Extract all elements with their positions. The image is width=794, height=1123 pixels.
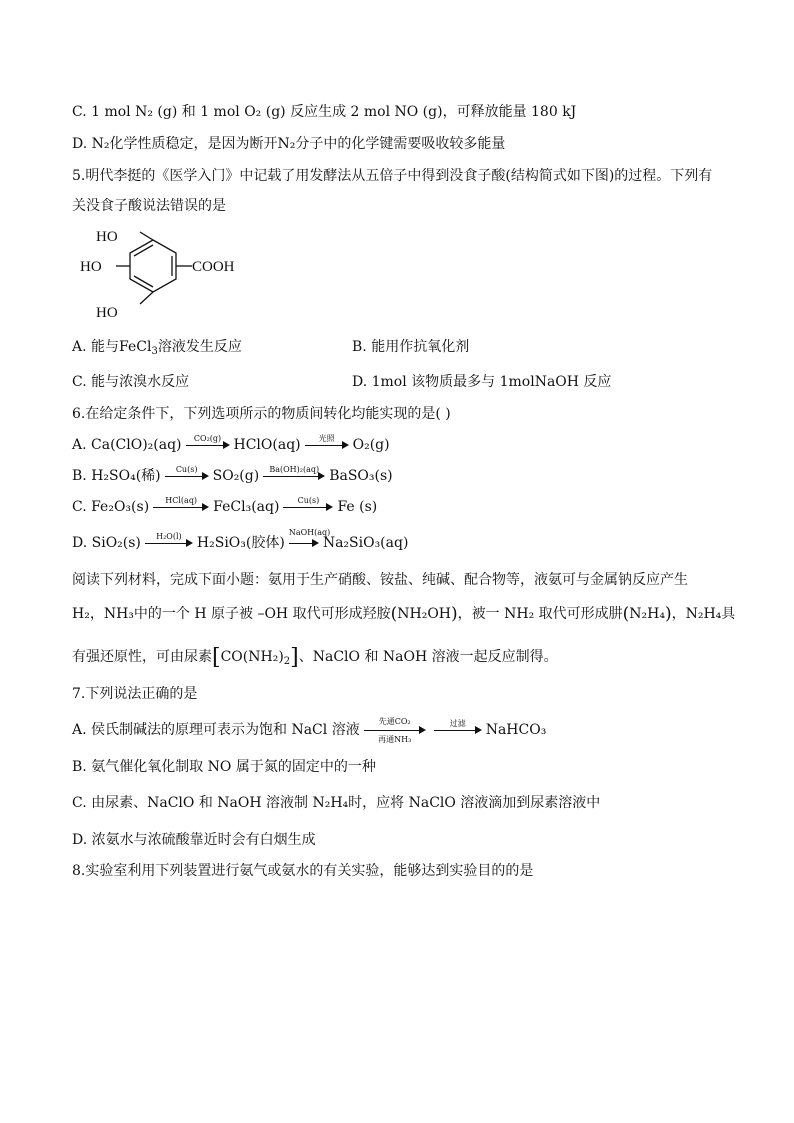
option-6a: A. Ca(ClO)₂(aq) CO₂(g) HClO(aq) 光照 O₂(g) (72, 434, 390, 453)
reaction-arrow: Cu(s) (165, 467, 209, 485)
reading-material-line-1: 阅读下列材料，完成下面小题：氨用于生产硝酸、铵盐、纯碱、配合物等，液氨可与金属钠反应产生 (72, 572, 688, 588)
hydroxyl-bottom: HO (96, 305, 118, 321)
option-4d: D. N₂化学性质稳定，是因为断开N₂分子中的化学键需要吸收较多能量 (72, 136, 506, 152)
hydroxyl-middle: HO (80, 259, 102, 275)
option-7c: C. 由尿素、NaClO 和 NaOH 溶液制 N₂H₄时，应将 NaClO 溶液滴加到尿素溶液中 (72, 795, 601, 811)
question-6: 6.在给定条件下，下列选项所示的物质间转化均能实现的是( ) (72, 406, 451, 422)
option-5b: B. 能用作抗氧化剂 (352, 339, 470, 355)
question-5-line-2: 关没食子酸说法错误的是 (72, 198, 226, 214)
reaction-arrow: H₂O(l) (145, 534, 193, 552)
question-8: 8.实验室利用下列装置进行氨气或氨水的有关实验，能够达到实验目的的是 (72, 863, 534, 879)
question-5-line-1: 5.明代李挺的《医学入门》中记载了用发酵法从五倍子中得到没食子酸(结构简式如下图)的过程。下列有 (72, 168, 713, 184)
reading-material-line-2: H₂，NH₃中的一个 H 原子被 –OH 取代可形成羟胺(NH₂OH)，被一 NH₂ 取代可形成肼(N₂H₄)，N₂H₄具 (72, 604, 736, 624)
hydroxylamine-formula: NH₂OH (397, 606, 452, 622)
hydrazine-formula: N₂H₄ (629, 606, 665, 622)
reaction-arrow: Ba(OH)₂(aq) (263, 467, 325, 485)
reaction-arrow: 光照 (305, 436, 349, 454)
reaction-arrow: HCl(aq) (153, 498, 209, 516)
reading-material-line-3: 有强还原性，可由尿素$[CO(NH_2)_2]$、NaClO 和 NaOH 溶液一起反应制得。 (72, 645, 558, 670)
option-6b: B. H₂SO₄(稀) Cu(s) SO₂(g) Ba(OH)₂(aq) BaSO₃(s) (72, 465, 393, 484)
hydroxyl-top: HO (96, 229, 118, 245)
reaction-arrow: 过滤 (434, 721, 482, 739)
gallic-acid-structure (70, 222, 260, 332)
option-4c: C. 1 mol N₂ (g) 和 1 mol O₂ (g) 反应生成 2 mol NO (g)，可释放能量 180 kJ (72, 104, 577, 120)
fecl3-formula: FeCl$_3$ (119, 339, 158, 357)
option-5d: D. 1mol 该物质最多与 1molNaOH 反应 (352, 374, 612, 390)
option-6c: C. Fe₂O₃(s) HCl(aq) FeCl₃(aq) Cu(s) Fe (s) (72, 496, 378, 515)
option-6d: D. SiO₂(s) H₂O(l) H₂SiO₃(胶体) NaOH(aq) Na₂SiO₃(aq) (72, 528, 409, 551)
reaction-arrow: CO₂(g) (186, 436, 230, 454)
option-5a: A. 能与FeCl$_3$溶液发生反应 (72, 339, 242, 357)
reaction-arrow: NaOH(aq) (289, 534, 319, 552)
question-7: 7.下列说法正确的是 (72, 686, 198, 702)
urea-formula: $CO(NH_2)_2$ (220, 649, 291, 667)
reaction-arrow: Cu(s) (283, 498, 333, 516)
reaction-arrow: 先通CO₂ 再通NH₃ (364, 719, 426, 741)
option-7d: D. 浓氨水与浓硫酸靠近时会有白烟生成 (72, 832, 316, 848)
option-5c: C. 能与浓溴水反应 (72, 374, 190, 390)
carboxyl-group: COOH (192, 259, 235, 275)
option-7a: A. 侯氏制碱法的原理可表示为饱和 NaCl 溶液 先通CO₂ 再通NH₃ 过滤 NaHCO₃ (72, 717, 547, 744)
option-7b: B. 氨气催化氧化制取 NO 属于氮的固定中的一种 (72, 759, 376, 775)
